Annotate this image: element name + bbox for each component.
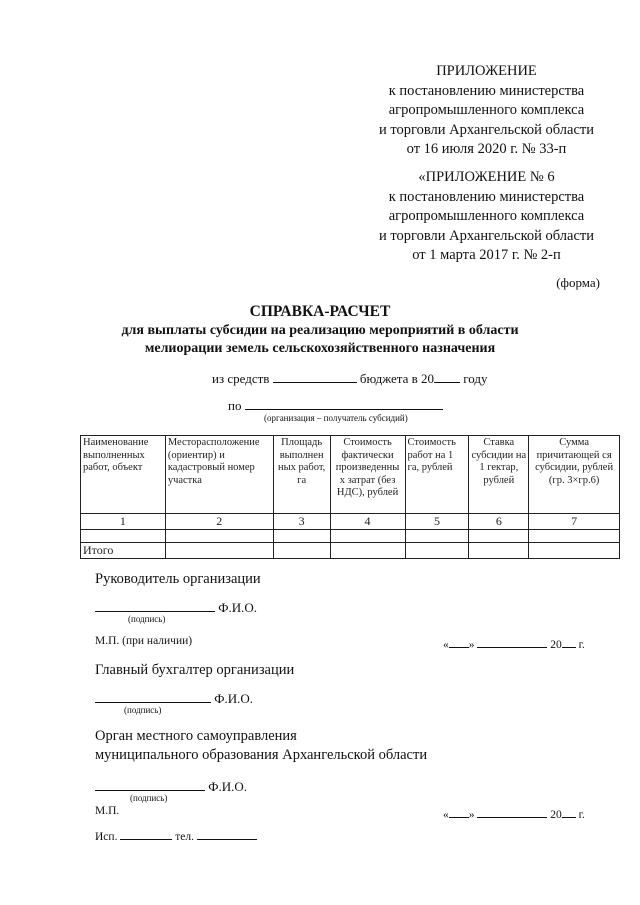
table-cell[interactable] — [529, 543, 620, 559]
day-field[interactable] — [449, 635, 469, 648]
subsidy-table — [80, 435, 620, 559]
date-suffix: г. — [578, 639, 585, 651]
table-cell[interactable] — [273, 530, 330, 543]
appendix-line: к постановлению министерства — [388, 188, 585, 205]
table-cell[interactable] — [469, 530, 529, 543]
year-suffix-field[interactable] — [562, 635, 576, 648]
recipient-line — [228, 397, 443, 414]
day-field[interactable] — [449, 805, 469, 818]
stamp-label: М.П. — [95, 805, 120, 817]
total-label: Итого — [81, 543, 166, 559]
column-number: 4 — [330, 514, 405, 530]
month-field[interactable] — [477, 805, 547, 818]
local-government-title: Орган местного самоуправления — [95, 728, 297, 744]
table-number-row — [81, 514, 620, 530]
date-open-quote: « — [443, 639, 449, 651]
fio-label: Ф.И.О. — [218, 600, 258, 615]
date-line — [443, 805, 585, 821]
appendix-title: «ПРИЛОЖЕНИЕ № 6 — [418, 169, 555, 185]
table-total-row — [81, 543, 620, 559]
recipient-organization-field[interactable] — [245, 397, 443, 410]
appendix-line: от 1 марта 2017 г. № 2-п — [412, 247, 561, 263]
table-header-row — [81, 436, 620, 514]
date-year-prefix: 20 — [550, 639, 562, 651]
date-open-quote: « — [443, 809, 449, 821]
executor-line — [95, 827, 257, 843]
chief-accountant-title: Главный бухгалтер организации — [95, 662, 295, 678]
budget-name-field[interactable] — [273, 370, 357, 383]
table-cell[interactable] — [273, 543, 330, 559]
column-number: 7 — [529, 514, 620, 530]
date-close-quote: » — [468, 809, 475, 821]
date-year-prefix: 20 — [550, 809, 562, 821]
head-signature-field[interactable] — [95, 599, 215, 612]
local-government-signature-field[interactable] — [95, 778, 205, 791]
year-field[interactable] — [434, 370, 460, 383]
appendix-line: агропромышленного комплекса — [388, 208, 585, 224]
phone-field[interactable] — [197, 827, 257, 840]
recipient-caption: (организация – получатель субсидий) — [264, 413, 408, 423]
document-title: СПРАВКА-РАСЧЕТ — [249, 303, 391, 320]
table-cell[interactable] — [405, 543, 469, 559]
document-subtitle-line: мелиорации земель сельскохозяйственного назначения — [144, 341, 496, 356]
table-cell[interactable] — [330, 543, 405, 559]
signature-caption: (подпись) — [128, 614, 166, 624]
appendix-title: ПРИЛОЖЕНИЕ — [436, 63, 537, 79]
accountant-signature-line — [95, 690, 253, 707]
date-close-quote: » — [468, 639, 475, 651]
table-cell[interactable] — [165, 543, 273, 559]
signature-caption: (подпись) — [130, 793, 168, 803]
funds-prefix: из средств — [212, 371, 270, 386]
executor-field[interactable] — [120, 827, 172, 840]
table-header-cell: Стоимость работ на 1 га, рублей — [405, 436, 469, 514]
funds-line — [212, 370, 488, 387]
table-header-cell: Площадь выполнен ных работ, га — [273, 436, 330, 514]
local-government-title: муниципального образования Архангельской области — [95, 747, 428, 763]
fio-label: Ф.И.О. — [214, 691, 254, 706]
year-suffix-field[interactable] — [562, 805, 576, 818]
stamp-label: М.П. (при наличии) — [95, 635, 193, 647]
funds-middle: бюджета в 20 — [359, 371, 435, 386]
table-cell[interactable] — [330, 530, 405, 543]
form-label: (форма) — [556, 275, 600, 290]
appendix-line: агропромышленного комплекса — [388, 102, 585, 118]
appendix-line: и торговли Архангельской области — [378, 227, 594, 244]
table-header-cell: Сумма причитающей ся субсидии, рублей (гр. 3×гр.6) — [529, 436, 620, 514]
column-number: 2 — [165, 514, 273, 530]
table-cell[interactable] — [529, 530, 620, 543]
table-cell[interactable] — [81, 530, 166, 543]
table-cell[interactable] — [405, 530, 469, 543]
document-subtitle-line: для выплаты субсидии на реализацию мероприятий в области — [121, 323, 519, 338]
date-suffix: г. — [578, 809, 585, 821]
funds-suffix: году — [463, 371, 488, 386]
table-header-cell: Стоимость фактически произведенны х затрат (без НДС), рублей — [330, 436, 405, 514]
fio-label: Ф.И.О. — [208, 779, 248, 794]
month-field[interactable] — [477, 635, 547, 648]
recipient-prefix: по — [228, 398, 242, 413]
table-row — [81, 530, 620, 543]
signature-caption: (подпись) — [124, 705, 162, 715]
head-of-organization-title: Руководитель организации — [95, 571, 261, 587]
column-number: 6 — [469, 514, 529, 530]
table-cell[interactable] — [469, 543, 529, 559]
table-cell[interactable] — [165, 530, 273, 543]
phone-label: тел. — [175, 831, 194, 843]
table-header-cell: Месторасположение (ориентир) и кадастровый номер участка — [165, 436, 273, 514]
appendix-line: от 16 июля 2020 г. № 33-п — [406, 141, 567, 157]
appendix-line: и торговли Архангельской области — [378, 121, 594, 138]
table-header-cell: Ставка субсидии на 1 гектар, рублей — [469, 436, 529, 514]
head-signature-line — [95, 599, 257, 616]
executor-label: Исп. — [95, 831, 118, 843]
column-number: 1 — [81, 514, 166, 530]
accountant-signature-field[interactable] — [95, 690, 211, 703]
column-number: 3 — [273, 514, 330, 530]
appendix-block-1 — [379, 62, 594, 160]
local-government-signature-line — [95, 778, 247, 795]
date-line — [443, 635, 585, 651]
appendix-block-2 — [379, 168, 594, 266]
table-header-cell: Наименование выполненных работ, объект — [81, 436, 166, 514]
column-number: 5 — [405, 514, 469, 530]
appendix-line: к постановлению министерства — [388, 82, 585, 99]
